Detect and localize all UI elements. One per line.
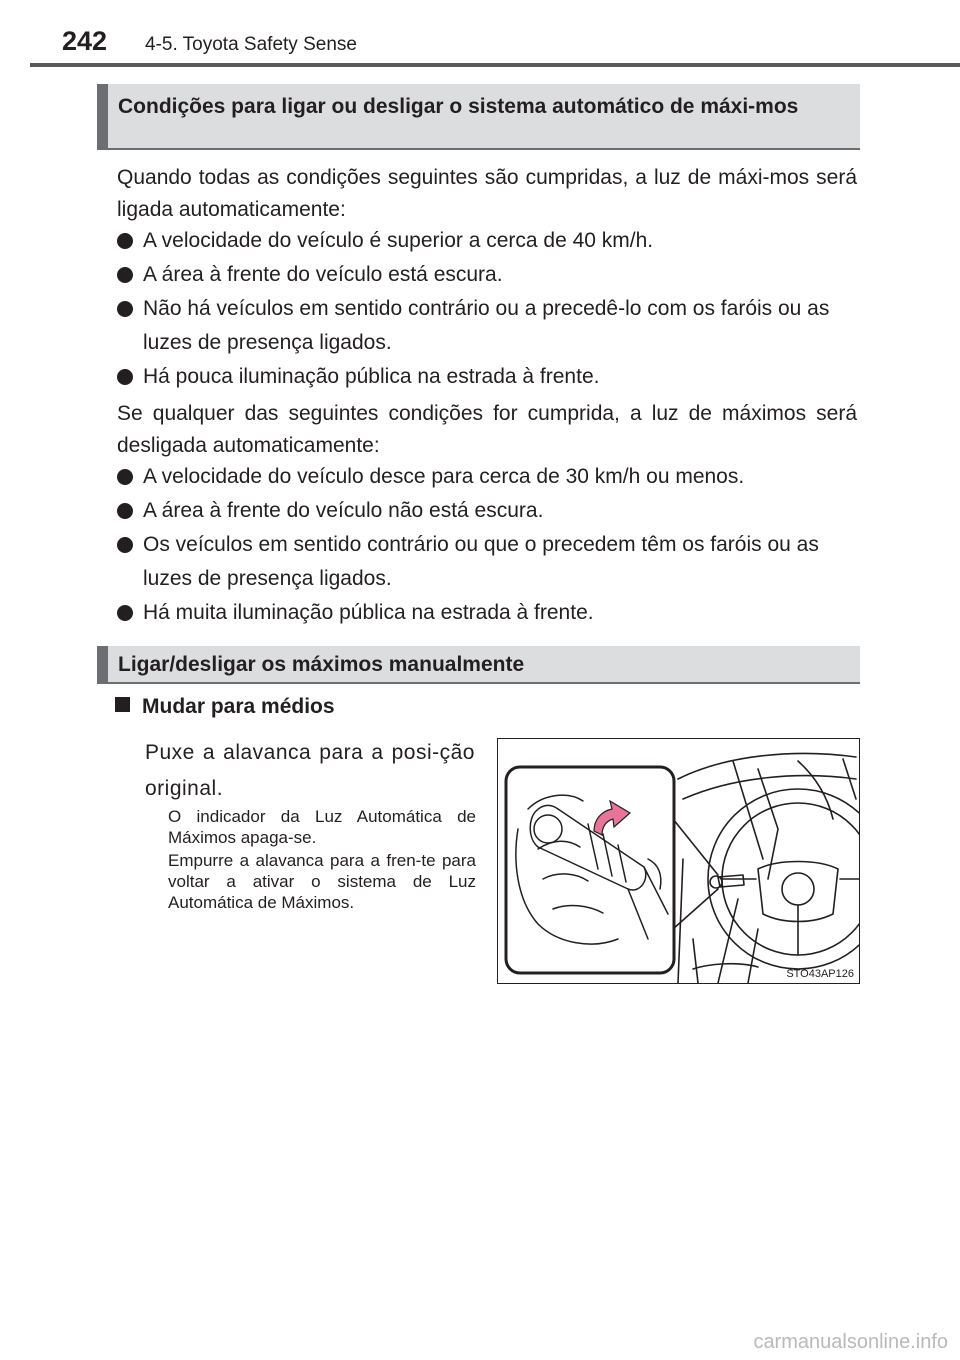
on-condition-item: A velocidade do veículo é superior a cerca de 40 km/h. [117,224,857,258]
square-bullet-icon [115,697,130,712]
header-rule [30,63,960,67]
on-condition-item: Há pouca iluminação pública na estrada à frente. [117,360,857,394]
figure-code: STO43AP126 [786,968,854,980]
bullet-dot-icon [117,503,133,519]
intro-on-paragraph: Quando todas as condições seguintes são cumpridas, a luz de máxi-mos será ligada automaticamente: [117,166,857,221]
lever-illustration [497,738,860,984]
bullet-dot-icon [117,267,133,283]
subheading-low-beam: Mudar para médios [115,692,335,722]
bullet-dot-icon [117,369,133,385]
bullet-dot-icon [117,301,133,317]
bullet-dot-icon [117,605,133,621]
section-heading-conditions: Condições para ligar ou desligar o sistema automático de máxi-mos [97,84,860,150]
instruction-text: Puxe a alavanca para a posi-ção original. [145,741,475,800]
note-text: Empurre a alavanca para a fren-te para voltar a ativar o sistema de Luz Automática de Máximos. [168,851,476,912]
bullet-dot-icon [117,537,133,553]
steering-lever-drawing [498,739,859,983]
page-header [0,0,960,64]
off-condition-item: Os veículos em sentido contrário ou que o precedem têm os faróis ou as luzes de presença ligados. [117,528,857,596]
page-number: 242 [62,26,108,56]
bullet-dot-icon [117,233,133,249]
section-heading-manual: Ligar/desligar os máximos manualmente [97,646,860,684]
off-condition-item: A velocidade do veículo desce para cerca de 30 km/h ou menos. [117,460,857,494]
section-label: 4-5. Toyota Safety Sense [145,34,357,55]
intro-off-paragraph: Se qualquer das seguintes condições for cumprida, a luz de máximos será desligada automaticamente: [117,402,857,457]
on-condition-item: A área à frente do veículo está escura. [117,258,857,292]
note-text: O indicador da Luz Automática de Máximos apaga-se. [168,807,476,847]
on-condition-item: Não há veículos em sentido contrário ou a precedê-lo com os faróis ou as luzes de presença ligados. [117,292,857,360]
off-condition-item: A área à frente do veículo não está escura. [117,494,857,528]
watermark-text: carmanualsonline.info [753,1331,948,1353]
bullet-dot-icon [117,469,133,485]
off-condition-item: Há muita iluminação pública na estrada à frente. [117,596,857,630]
